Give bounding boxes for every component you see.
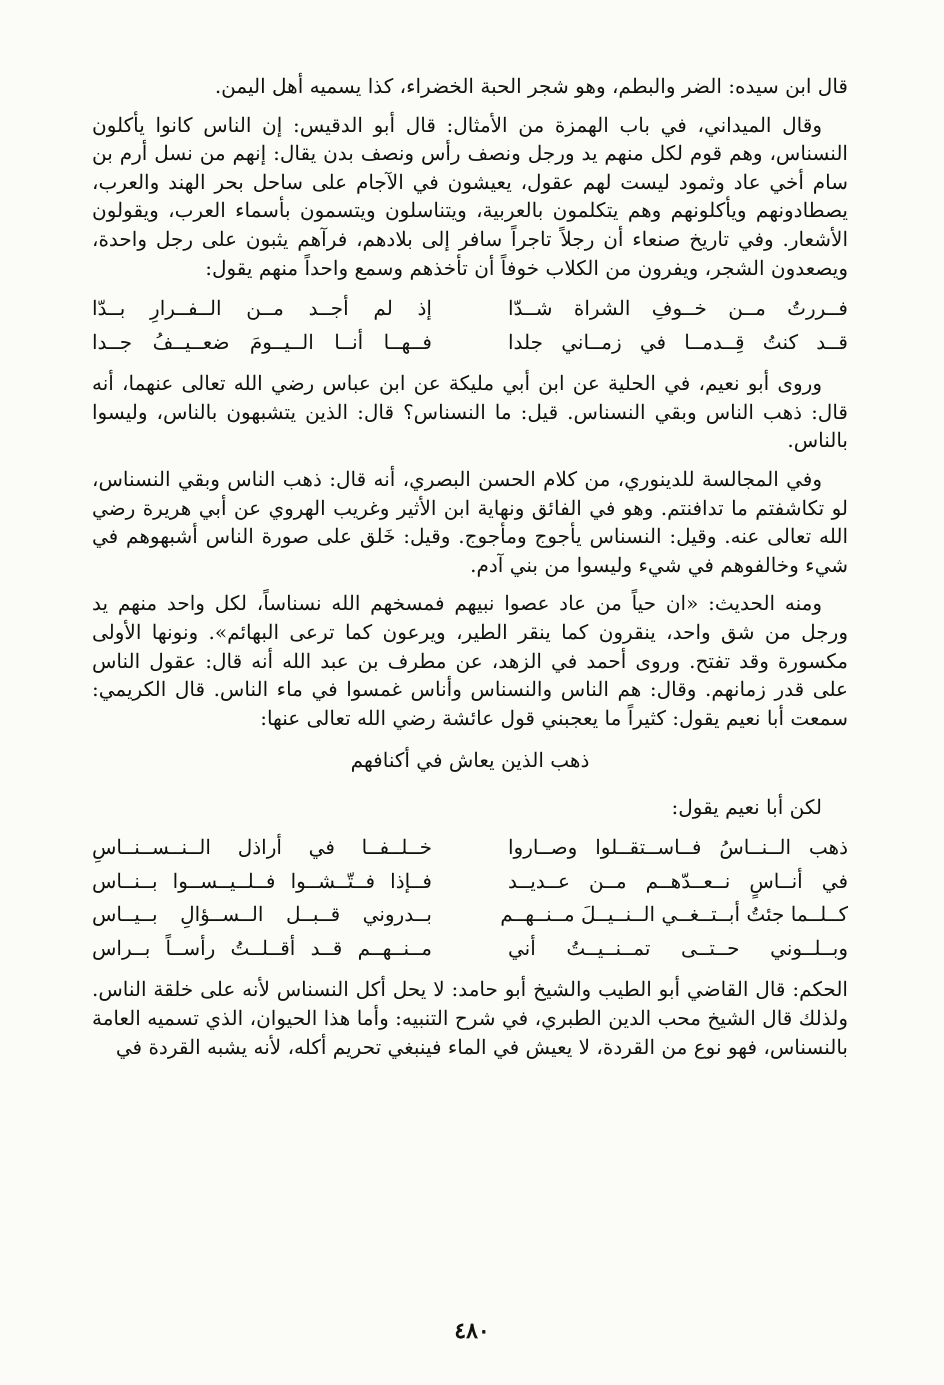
verse-second-hemistich: فــإذا فــتّــشــوا فــلــيــســوا بــنــاس [92,868,432,893]
poem-verse-1 [92,292,848,359]
verse-second-hemistich: فــهــا أنــا الــيــومَ ضعــيــفُ جــدا [92,329,432,354]
paragraph: قال ابن سيده: الضر والبطم، وهو شجر الحبة الخضراء، كذا يسميه أهل اليمن. [214,74,848,98]
verse-line [92,831,848,865]
verse-first-hemistich: في أنــاسٍ نــعــدّهــم مــن عــديــد [508,868,848,893]
verse-line [92,932,848,966]
paragraph: وفي المجالسة للدينوري، من كلام الحسن البصري، أنه قال: ذهب الناس وبقي النسناس، لو تكاشفتم ما تدافنتم. وهو في الفائق ونهاية ابن الأثير وغريب الهروي عن أبي هريرة رضي الله تعالى عنه. وقيل: النسناس يأجوج ومأجوج. وقيل: خَلق على صورة الناس أشبهوهم في شيء وخالفوهم في شيء وليسوا من بني آدم. [92,466,848,577]
verse-first-hemistich: وبــلــوني حــتــى تمــنــيــتُ أني [508,935,848,960]
verse-second-hemistich: خــلــفــا في أراذل الــنــســنــاسِ [92,835,432,860]
paragraph: وروى أبو نعيم، في الحلية عن ابن أبي مليكة عن ابن عباس رضي الله تعالى عنهما، أنه قال: ذهب الناس وبقي النسناس. قيل: ما النسناس؟ قال: الذين يتشبهون بالناس، وليسوا بالناس. [92,371,848,453]
paragraph: وقال الميداني، في باب الهمزة من الأمثال: قال أبو الدقيس: إن الناس كانوا يأكلون النسناس، وهم قوم لكل منهم يد ورجل ونصف رأس ونصف بدن يقال: إنهم من نسل أرم بن سام أخي عاد وثمود ليست لهم عقول، يعيشون في الآجام على ساحل بحر الهند والعرب، يصطادونهم ويأكلونهم وهم يتكلمون بالعربية، ويتناسلون ويتسمون بأسماء العرب، ويقولون الأشعار. وفي تاريخ صنعاء أن رجلاً تاجراً سافر إلى بلادهم، فرآهم يثبون على رجل واحدة، ويصعدون الشجر، ويفرون من الكلاب خوفاً أن تأخذهم وسمع واحداً منهم يقول: [92,112,848,280]
verse-intro: لكن أبا نعيم يقول: [671,794,822,819]
page-number: ٤٨٠ [454,1318,490,1344]
verse-first-hemistich: قــد كنتُ قِــدمــا في زمــاني جلدا [508,329,848,354]
verse-first-hemistich: ذهب الــنــاسُ فــاســتقــلوا وصــاروا [508,835,848,860]
verse-line [92,292,848,326]
verse-second-hemistich: مــنــهــم قــد أقــلــتُ رأســاً بــراس [92,935,432,960]
verse-second-hemistich: بــدروني قــبــل الــســؤالِ بــيــاس [92,902,432,927]
verse-first-hemistich: كــلــما جئتُ أبــتــغــي الــنــيــلَ مــنــهــم [500,902,848,927]
paragraph: ومنه الحديث: «ان حياً من عاد عصوا نبيهم فمسخهم الله نسناساً، لكل واحد منهم يد ورجل من شق واحد، ينقرون كما ينقر الطير، ويرعون كما ترعى البهائم». ونونها الأولى مكسورة وقد تفتح. وروى أحمد في الزهد، عن مطرف بن عبد الله أنه قال: عقول الناس على قدر زمانهم. وقال: هم الناس والنسناس وأناس غمسوا في ماء الناس. قال الكريمي: سمعت أبا نعيم يقول: كثيراً ما يعجبني قول عائشة رضي الله تعالى عنها: [92,591,848,730]
verse-line [92,898,848,932]
verse-line [92,865,848,899]
page-body [92,72,848,1071]
poem-verse-2 [92,831,848,965]
quoted-verse-line: ذهب الذين يعاش في أكنافهم [350,748,590,773]
verse-line [92,326,848,360]
verse-first-hemistich: فــررتُ مــن خــوفِ الشراة شــدّا [508,296,848,321]
paragraph: الحكم: قال القاضي أبو الطيب والشيخ أبو حامد: لا يحل أكل النسناس لأنه على خلقة الناس. ولذلك قال الشيخ محب الدين الطبري، في شرح التنبيه: وأما هذا الحيوان، الذي تسميه العامة بالنسناس، فهو نوع من القردة، لا يعيش في الماء فينبغي تحريم أكله، لأنه يشبه القردة في [92,977,848,1059]
verse-second-hemistich: إذ لم أجــد مــن الــفــرارِ بــدّا [92,296,432,321]
